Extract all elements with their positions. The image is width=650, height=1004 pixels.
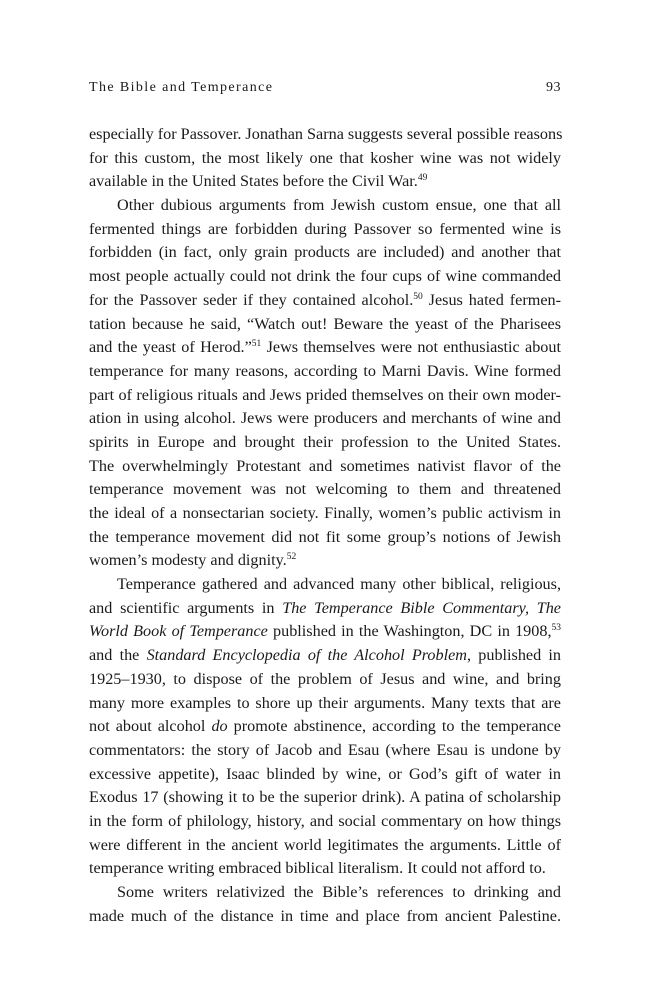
text-line — [89, 313, 561, 337]
italic-title: Standard Encyclopedia of the Alcohol Problem — [146, 646, 467, 665]
footnote-ref: 50 — [413, 291, 423, 302]
line-text: forbidden (in fact, only grain products are included) and another that — [89, 243, 561, 262]
line-text: Jews themselves were not enthusiastic about — [261, 338, 561, 357]
line-text: Exodus 17 (showing it to be the superior drink). A patina of scholarship — [89, 788, 561, 807]
line-text: The overwhelmingly Protestant and sometimes nativist flavor of the — [89, 456, 561, 475]
line-text: commentators: the story of Jacob and Esau (where Esau is undone by — [89, 740, 561, 759]
text-line — [89, 478, 561, 502]
line-text: women’s modesty and dignity. — [89, 551, 287, 570]
text-line — [89, 170, 561, 194]
text-line — [89, 857, 561, 881]
text-line — [89, 455, 561, 479]
footnote-ref: 51 — [251, 339, 262, 350]
line-text: the temperance movement did not fit some group’s notions of Jewish — [89, 527, 561, 546]
line-text: temperance writing embraced biblical literalism. It could not afford to. — [89, 859, 546, 878]
line-text: and the — [89, 646, 147, 665]
text-line — [89, 147, 561, 171]
line-text: fermented things are forbidden during Passover so fermented wine is — [89, 219, 561, 238]
text-line — [89, 597, 561, 621]
text-line — [89, 502, 561, 526]
text-line — [89, 384, 561, 408]
line-text: Some writers relativized the Bible’s references to drinking and — [117, 883, 561, 901]
text-line — [89, 763, 561, 787]
line-text: and the yeast of Herod.” — [89, 338, 252, 357]
text-line — [89, 123, 561, 147]
line-text: for the Passover seder if they contained alcohol. — [89, 290, 414, 309]
page-number: 93 — [546, 80, 561, 95]
text-line — [89, 668, 561, 692]
text-line — [89, 241, 561, 265]
text-line — [89, 834, 561, 858]
line-text: available in the United States before the Civil War. — [89, 172, 418, 191]
line-text: and scientific arguments in — [89, 598, 283, 617]
line-text: temperance for many reasons, according to Marni Davis. Wine formed — [89, 361, 561, 380]
text-line — [89, 573, 561, 597]
body-text — [89, 123, 561, 928]
line-text: Temperance gathered and advanced many other biblical, religious, — [117, 575, 561, 594]
line-text: excessive appetite), Isaac blinded by wine, or God’s gift of water in — [89, 764, 561, 783]
text-line — [89, 549, 561, 573]
line-text: not about alcohol — [89, 717, 212, 736]
italic-title: do — [211, 717, 228, 736]
text-line — [89, 715, 561, 739]
text-line — [89, 360, 561, 384]
line-text: published in the Washington, DC in 1908, — [267, 622, 552, 641]
line-text: part of religious rituals and Jews prided themselves on their own moder- — [89, 385, 561, 404]
running-head: The Bible and Temperance — [89, 80, 274, 95]
line-text: in the form of philology, history, and social commentary on how things — [89, 811, 561, 830]
line-text: for this custom, the most likely one that kosher wine was not widely — [89, 148, 561, 167]
text-line — [89, 265, 561, 289]
line-text: made much of the distance in time and place from ancient Palestine. — [89, 906, 561, 925]
line-text: especially for Passover. Jonathan Sarna suggests several possible reasons — [89, 125, 563, 143]
line-text: most people actually could not drink the four cups of wine commanded — [89, 267, 561, 286]
text-line — [89, 905, 561, 929]
text-line — [89, 620, 561, 644]
line-text: many more examples to shore up their arguments. Many texts that are — [89, 693, 561, 712]
text-line — [89, 786, 561, 810]
footnote-ref: 52 — [286, 552, 297, 563]
line-text: were different in the ancient world legitimates the arguments. Little of — [89, 835, 561, 854]
line-text: promote abstinence, according to the temperance — [227, 717, 561, 736]
line-text: temperance movement was not welcoming to them and threatened — [89, 480, 561, 499]
text-line — [89, 692, 561, 716]
text-line — [89, 289, 561, 313]
text-line — [89, 881, 561, 905]
line-text: tation because he said, “Watch out! Beware the yeast of the Pharisees — [89, 314, 561, 333]
text-line — [89, 810, 561, 834]
footnote-ref: 53 — [551, 623, 562, 634]
text-line — [89, 526, 561, 550]
line-text: spirits in Europe and brought their profession to the United States. — [89, 432, 561, 451]
line-text: the ideal of a nonsectarian society. Finally, women’s public activism in — [89, 504, 561, 522]
text-line — [89, 336, 561, 360]
line-text: , published in — [467, 646, 561, 665]
line-text: 1925–1930, to dispose of the problem of Jesus and wine, and bring — [89, 669, 561, 688]
line-text: ation in using alcohol. Jews were producers and merchants of wine and — [89, 409, 561, 428]
italic-title: The Temperance Bible Commentary, The — [282, 598, 561, 617]
footnote-ref: 49 — [417, 173, 428, 184]
line-text: Jesus hated fermen- — [422, 290, 561, 309]
text-line — [89, 194, 561, 218]
text-line — [89, 739, 561, 763]
text-line — [89, 407, 561, 431]
page-header — [89, 80, 561, 100]
text-line — [89, 218, 561, 242]
line-text: Other dubious arguments from Jewish custom ensue, one that all — [117, 196, 561, 215]
text-line — [89, 431, 561, 455]
text-line — [89, 644, 561, 668]
italic-title: World Book of Temperance — [89, 622, 268, 641]
